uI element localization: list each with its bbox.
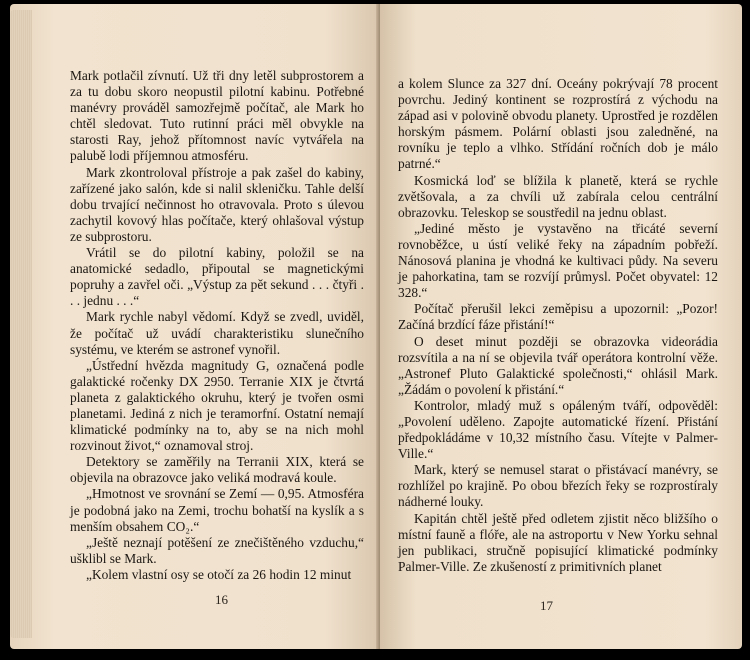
paragraph: „Ústřední hvězda magnitudy G, označená podle galaktické ročenky DX 2950. Terranie XIX je čtvrtá planeta z galaktického okruhu, který je tvořen osmi planetami. Jediná z nich je teramorfní. Ostatní nemají klimatické podmínky na to, aby se na nich mohl rozvinout život,“ oznamoval stroj. [70, 357, 364, 454]
right-page [380, 4, 742, 649]
page-edges [10, 10, 32, 638]
paragraph: „Hmotnost ve srovnání se Zemí — 0,95. Atmosféra je podobná jako na Zemi, trochu bohatší na kyslík a s menším obsahem CO₂.“ [70, 486, 364, 534]
open-book [6, 4, 744, 654]
paragraph: Mark rychle nabyl vědomí. Když se zvedl, uviděl, že počítač už uvádí charakteristiku slunečního systému, ve kterém se astronef vynořil. [70, 309, 364, 357]
left-page-text [70, 68, 364, 583]
paragraph: O deset minut později se obrazovka videorádia rozsvítila a na ní se objevila tvář operátora kontrolní věže. „Astronef Pluto Galaktické společnosti,“ ohlásil Mark. „Žádám o povolení k přistání.“ [398, 333, 718, 397]
page-number: 17 [540, 598, 553, 613]
paragraph: „Ještě neznají potěšení ze znečištěného vzduchu,“ ušklibl se Mark. [70, 534, 364, 566]
paragraph: Kontrolor, mladý muž s opáleným tváří, odpověděl: „Povolení uděleno. Zapojte automatické řízení. Přistání předpokládáme v 10,32 místního času. Vítejte v Palmer-Ville.“ [398, 397, 718, 462]
paragraph: Detektory se zaměřily na Terranii XIX, která se objevila na obrazovce jako veliká modravá koule. [70, 454, 364, 486]
paragraph: Počítač přerušil lekci zeměpisu a upozornil: „Pozor! Začíná brzdící fáze přistání!“ [398, 301, 718, 333]
left-page [10, 4, 380, 649]
paragraph: Kapitán chtěl ještě před odletem zjistit něco bližšího o místní fauně a flóře, ale na astroportu v New Yorku sehnal jen publikaci, stručně popisující klimatické podmínky Palmer-Ville. Ze zkušeností z primitivních planet [398, 510, 718, 574]
paragraph: „Kolem vlastní osy se otočí za 26 hodin 12 minut [86, 566, 352, 582]
paragraph: a kolem Slunce za 327 dní. Oceány pokrývají 78 procent povrchu. Jediný kontinent se rozprostírá z východu na západ asi v polovině obvodu planety. Uprostřed je rozdělen horským pásmem. Polární oblasti jsou zaledněné, na rovníku je teplo a vlhko. Střídání ročních dob je málo patrné.“ [398, 76, 718, 172]
paragraph: Vrátil se do pilotní kabiny, položil se na anatomické sedadlo, připoutal se magnetickými popruhy a zavřel oči. „Výstup za pět sekund . . . čtyři . . . jednu . . .“ [70, 245, 364, 309]
page-number: 16 [215, 592, 228, 607]
paragraph: Mark, který se nemusel starat o přistávací manévry, se rozhlížel po krajině. Po obou březích řeky se rozprostíraly nádherné louky. [398, 462, 718, 510]
paragraph: Kosmická loď se blížila k planetě, která se rychle zvětšovala, a za chvíli už zabírala celou centrální obrazovku. Teleskop se soustředil na jednu oblast. [398, 172, 718, 220]
paragraph: Mark zkontroloval přístroje a pak zašel do kabiny, zařízené jako salón, kde si nalil skleničku. Tahle delší dobu trvající nečinnost ho otravovala. Proto s úlevou zachytil kovový hlas počítače, který ohlašoval výstup ze subprostoru. [70, 164, 364, 244]
paragraph: Mark potlačil zívnutí. Už tři dny letěl subprostorem a za tu dobu skoro neopustil pilotní kabinu. Potřebné manévry prováděl samozřejmě počítač, ale Mark ho chtěl sledovat. Tuto rutinní práci měl obvykle na starosti Ray, jehož přítomnost navíc vytvářela na palubě lodi příjemnou atmosféru. [70, 68, 364, 164]
paragraph: „Jediné město je vystavěno na třicáté severní rovnoběžce, u ústí veliké řeky na západním pobřeží. Nánosová planina je vhodná ke kultivaci půdy. Na severu je pahorkatina, tam se rozvíjí průmysl. Počet obyvatel: 12 328.“ [398, 220, 718, 301]
right-page-text [398, 76, 718, 575]
